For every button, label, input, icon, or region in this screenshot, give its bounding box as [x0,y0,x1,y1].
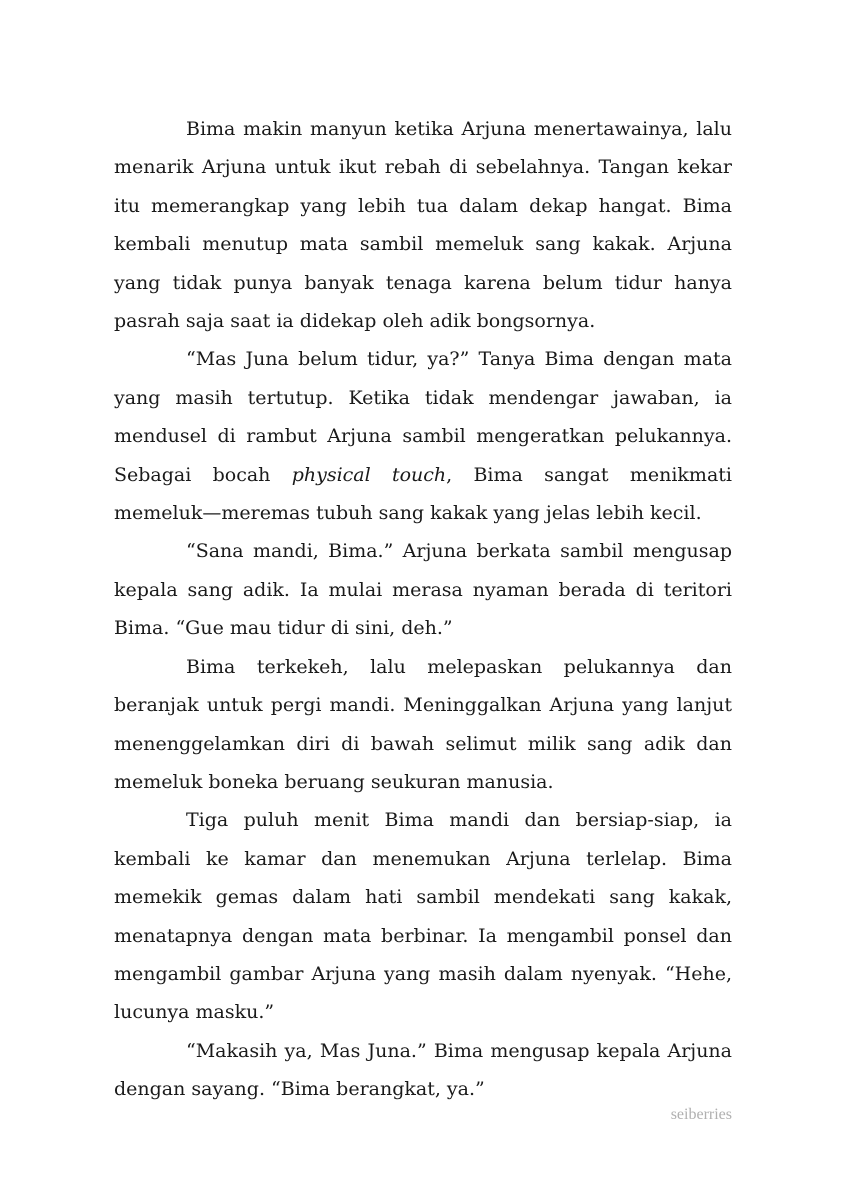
paragraph-text: Bima makin manyun ketika Arjuna menertawainya, lalu menarik Arjuna untuk ikut rebah di sebelahnya. Tangan kekar itu memerangkap yang lebih tua dalam dekap hangat. Bima kembali menutup mata sambil memeluk sang kakak. Arjuna yang tidak punya banyak tenaga karena belum tidur hanya pasrah saja saat ia didekap oleh adik bongsornya. [114,118,732,333]
paragraph-text: , Bima sangat menikmati memeluk—meremas tubuh sang kakak yang jelas lebih kecil. [114,463,732,525]
watermark: seiberries [670,1106,732,1123]
paragraph-1 [114,110,732,340]
paragraph-6 [114,1032,732,1109]
paragraph-text: “Mas Juna belum tidur, ya?” Tanya Bima dengan mata yang masih tertutup. Ketika tidak mendengar jawaban, ia mendusel di rambut Arjuna sambil mengeratkan pelukannya. Sebagai bocah [114,348,732,486]
paragraph-3 [114,532,732,647]
paragraph-text: “Sana mandi, Bima.” Arjuna berkata sambil mengusap kepala sang adik. Ia mulai merasa nyaman berada di teritori Bima. “Gue mau tidur di sini, deh.” [114,540,732,640]
paragraph-text: Tiga puluh menit Bima mandi dan bersiap-siap, ia kembali ke kamar dan menemukan Arjuna terlelap. Bima memekik gemas dalam hati sambil mendekati sang kakak, menatapnya dengan mata berbinar. Ia mengambil ponsel dan mengambil gambar Arjuna yang masih dalam nyenyak. “Hehe, lucunya masku.” [114,809,732,1024]
paragraph-text: Bima terkekeh, lalu melepaskan pelukannya dan beranjak untuk pergi mandi. Meninggalkan Arjuna yang lanjut menenggelamkan diri di bawah selimut milik sang adik dan memeluk boneka beruang seukuran manusia. [114,655,732,793]
italic-phrase: physical touch [291,463,447,486]
paragraph-5 [114,801,732,1031]
paragraph-2 [114,340,732,532]
story-text [114,110,732,1109]
paragraph-4 [114,648,732,802]
paragraph-text: “Makasih ya, Mas Juna.” Bima mengusap kepala Arjuna dengan sayang. “Bima berangkat, ya.” [114,1039,732,1101]
